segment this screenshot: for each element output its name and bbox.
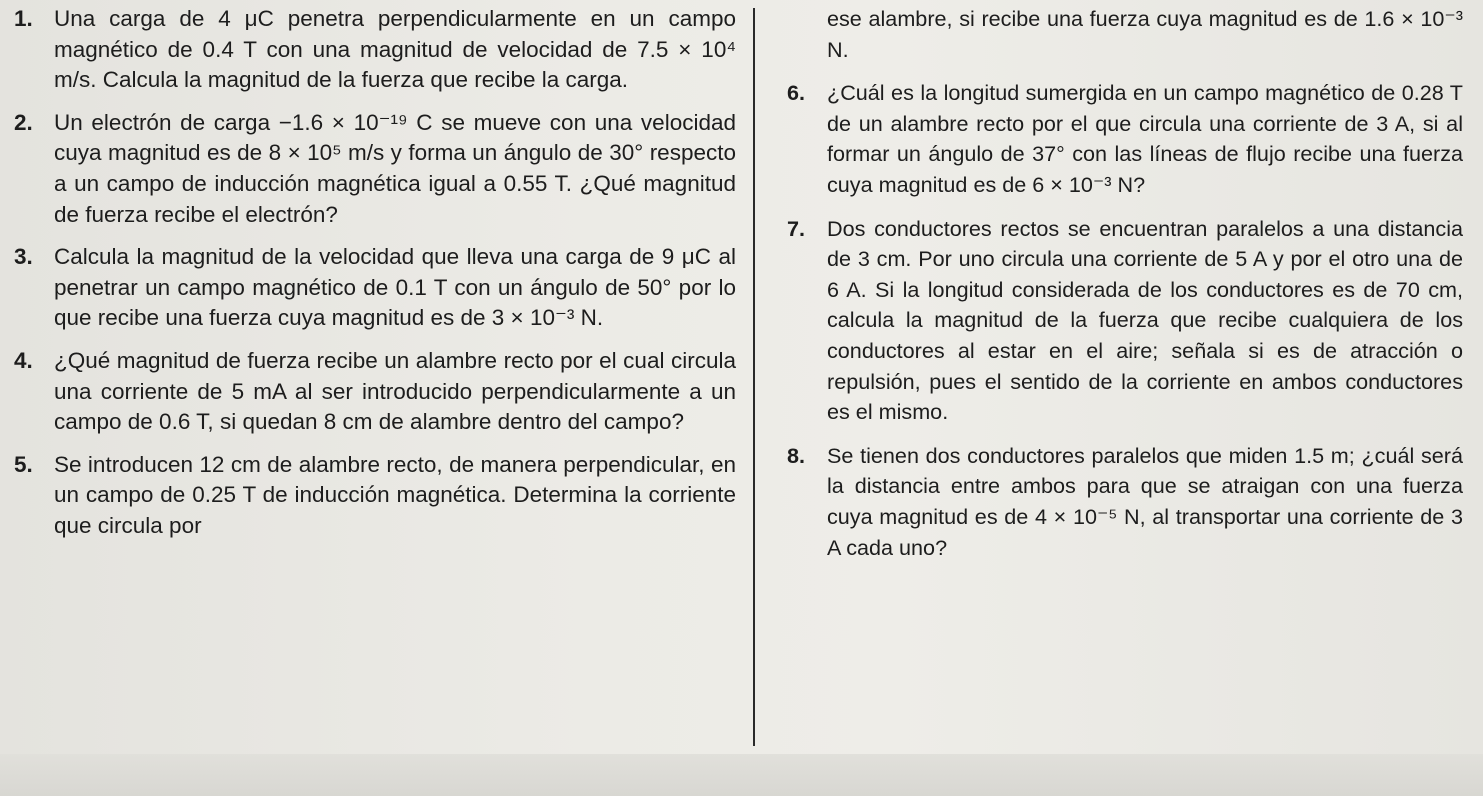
- problem-text: ¿Cuál es la longitud sumergida en un campo magnético de 0.28 T de un alambre recto por el que circula una corriente de 3 A, si al formar un ángulo de 37° con las líneas de flujo recibe una fuerza cuya magnitud es de 6 × 10⁻³ N?: [827, 80, 1463, 197]
- problem-number: 4.: [14, 347, 33, 373]
- problem-number: 5.: [14, 451, 33, 477]
- problem-number: 2.: [14, 109, 33, 135]
- right-column: [787, 4, 1463, 563]
- problem-number: 1.: [14, 6, 33, 31]
- problem-1: [14, 4, 736, 96]
- problem-text: Un electrón de carga −1.6 × 10⁻¹⁹ C se mueve con una velocidad cuya magnitud es de 8 × 10⁵ m/s y forma un ángulo de 30° respecto a un campo de inducción magnética igual a 0.55 T. ¿Qué magnitud de fuerza recibe el electrón?: [54, 109, 736, 227]
- problem-text: Una carga de 4 μC penetra perpendicularmente en un campo magnético de 0.4 T con una magnitud de velocidad de 7.5 × 10⁴ m/s. Calcula la magnitud de la fuerza que recibe la carga.: [54, 6, 736, 93]
- left-column: [14, 4, 736, 542]
- problem-8: [787, 441, 1463, 563]
- problem-number: 3.: [14, 244, 33, 270]
- problem-7: [787, 214, 1463, 428]
- page-bottom-edge: [0, 754, 1483, 796]
- problem-number: 8.: [787, 442, 806, 468]
- problem-text: Se tienen dos conductores paralelos que miden 1.5 m; ¿cuál será la distancia entre ambos para que se atraigan con una fuerza cuya magnitud es de 4 × 10⁻⁵ N, al transportar una corriente de 3 A cada uno?: [827, 442, 1463, 560]
- problem-text: ¿Qué magnitud de fuerza recibe un alambre recto por el cual circula una corriente de 5 mA al ser introducido perpendicularmente a un campo de 0.6 T, si quedan 8 cm de alambre dentro del campo?: [54, 347, 736, 435]
- problem-5-continuation: [787, 4, 1463, 65]
- problem-2: [14, 108, 736, 230]
- problem-3: [14, 242, 736, 334]
- problem-text: Dos conductores rectos se encuentran paralelos a una distancia de 3 cm. Por uno circula una corriente de 5 A y por el otro una de 6 A. Si la longitud considerada de los conductores es de 70 cm, calcula la magnitud de la fuerza que recibe cualquiera de los conductores al estar en el aire; señala si es de atracción o repulsión, pues el sentido de la corriente en ambos conductores es el mismo.: [827, 215, 1463, 425]
- problem-text: Calcula la magnitud de la velocidad que lleva una carga de 9 μC al penetrar un campo magnético de 0.1 T con un ángulo de 50° por lo que recibe una fuerza cuya magnitud es de 3 × 10⁻³ N.: [54, 244, 736, 331]
- problem-number: 7.: [787, 215, 806, 241]
- problem-number: 6.: [787, 80, 806, 106]
- problem-5: [14, 450, 736, 542]
- problem-4: [14, 346, 736, 438]
- column-divider: [753, 8, 755, 746]
- problem-6: [787, 78, 1463, 200]
- problem-text: ese alambre, si recibe una fuerza cuya magnitud es de 1.6 × 10⁻³ N.: [827, 6, 1463, 62]
- problem-text: Se introducen 12 cm de alambre recto, de manera perpendicular, en un campo de 0.25 T de inducción magnética. Determina la corriente que circula por: [54, 451, 736, 538]
